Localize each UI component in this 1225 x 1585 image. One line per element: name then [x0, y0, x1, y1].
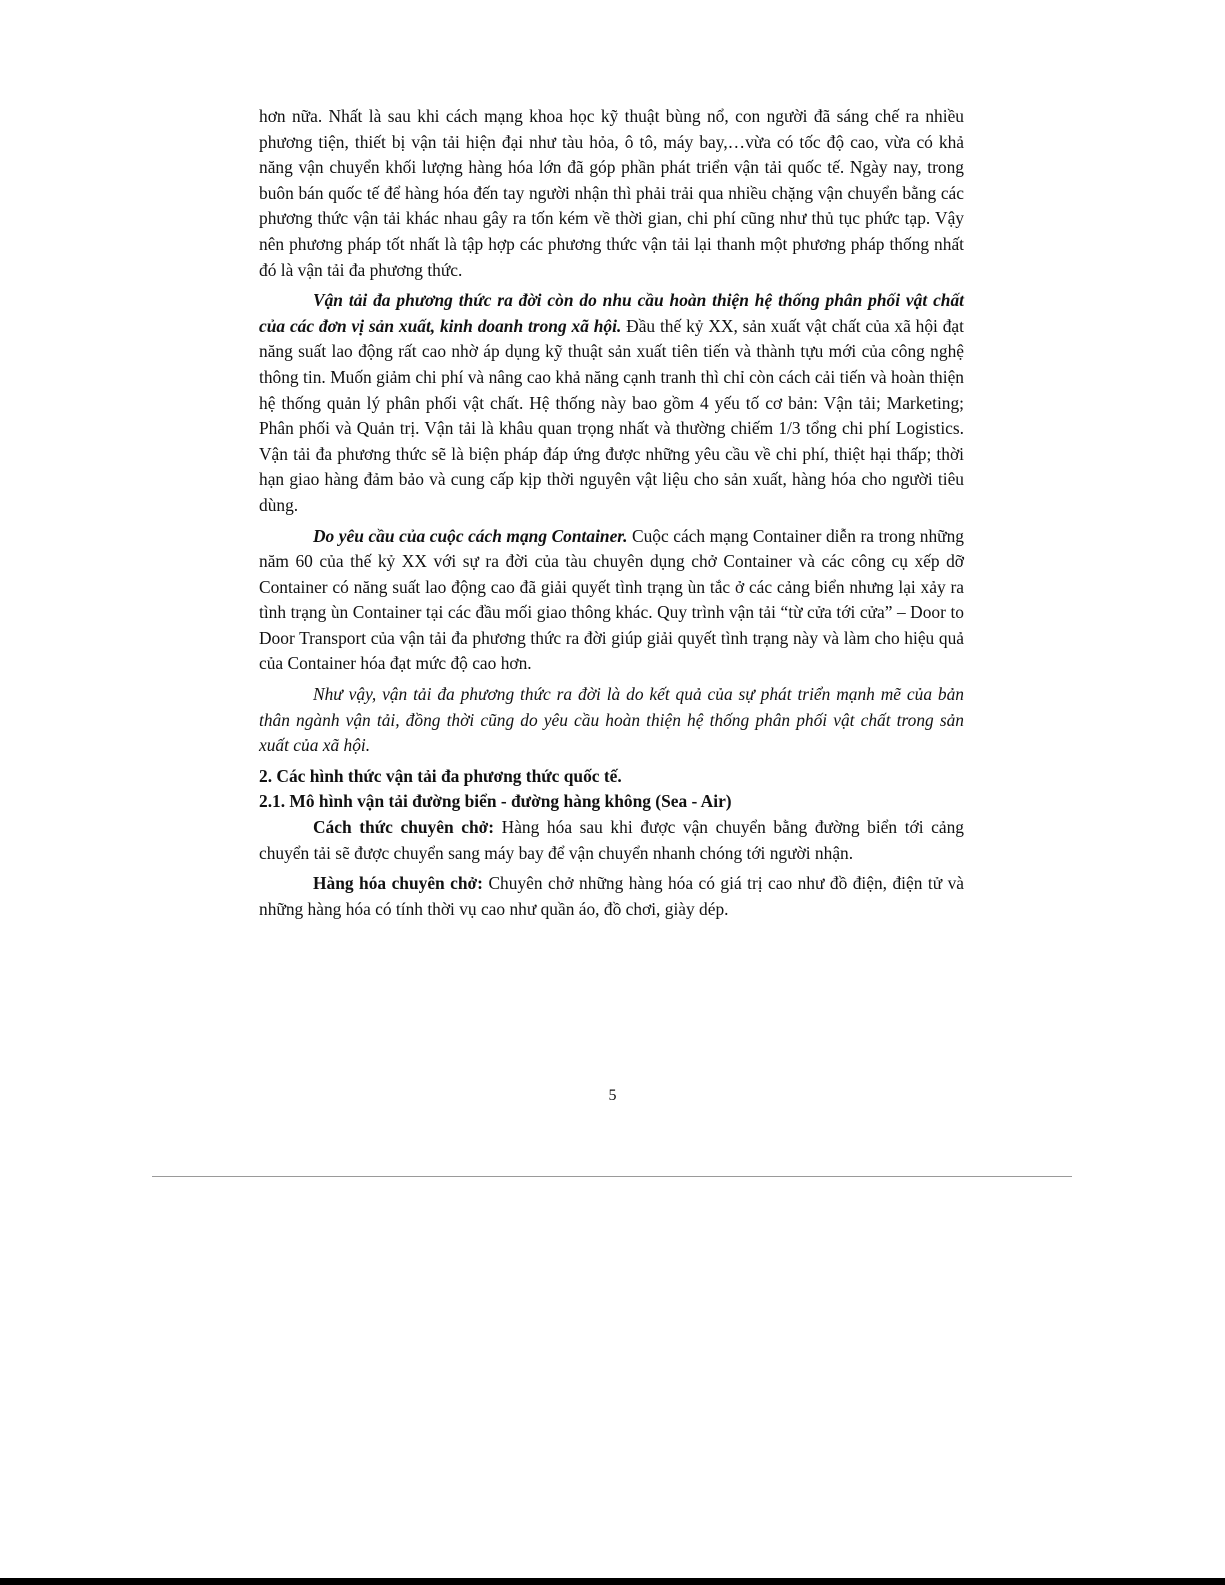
subsection-heading: 2.1. Mô hình vận tải đường biển - đường hàng không (Sea - Air) — [259, 791, 732, 812]
document-page-body — [259, 104, 964, 927]
bottom-border-bar — [0, 1578, 1225, 1585]
paragraph-lead-bold-italic: Vận tải đa phương thức ra đời còn do nhu cầu hoàn thiện hệ thống phân phối vật chất của các đơn vị sản xuất, kinh doanh trong xã hội. — [259, 290, 964, 336]
paragraph-body: Hàng hóa sau khi được vận chuyển bằng đường biển tới cảng chuyển tải sẽ được chuyển sang máy bay để vận chuyển nhanh chóng tới người nhận. — [259, 817, 964, 863]
paragraph-body: Cuộc cách mạng Container diễn ra trong những năm 60 của thế kỷ XX với sự ra đời của tàu chuyên dụng chở Container và các công cụ xếp dỡ Container có năng suất lao động cao đã giải quyết tình trạng ùn tắc ở các cảng biển nhưng lại xảy ra tình trạng ùn Container tại các đầu mối giao thông khác. Quy trình vận tải “từ cửa tới cửa” – Door to Door Transport của vận tải đa phương thức ra đời giúp giải quyết tình trạng này và làm cho hiệu quả của Container hóa đạt mức độ cao hơn. — [259, 525, 964, 674]
paragraph-transport-method — [259, 815, 964, 866]
paragraph-body: Chuyên chở những hàng hóa có giá trị cao như đồ điện, điện tử và những hàng hóa có tính thời vụ cao như quần áo, đồ chơi, giày dép. — [259, 873, 965, 919]
paragraph-lead-bold: Hàng hóa chuyên chở: — [313, 873, 483, 894]
paragraph-continuation: hơn nữa. Nhất là sau khi cách mạng khoa học kỹ thuật bùng nổ, con người đã sáng chế ra nhiều phương tiện, thiết bị vận tải hiện đại như tàu hỏa, ô tô, máy bay,…vừa có tốc độ cao, vừa có khả năng vận chuyển khối lượng hàng hóa lớn đã góp phần phát triển vận tải quốc tế. Ngày nay, trong buôn bán quốc tế để hàng hóa đến tay người nhận thì phải trải qua nhiều chặng vận chuyển bằng các phương thức vận tải khác nhau gây ra tốn kém về thời gian, chi phí cũng như thủ tục phức tạp. Vậy nên phương pháp tốt nhất là tập hợp các phương thức vận tải lại thanh một phương pháp thống nhất đó là vận tải đa phương thức. — [259, 106, 964, 280]
paragraph-goods-carried — [259, 871, 964, 922]
paragraph-lead-bold-italic: Do yêu cầu của cuộc cách mạng Container. — [313, 525, 628, 546]
section-heading: 2. Các hình thức vận tải đa phương thức quốc tế. — [259, 765, 622, 786]
page-separator-line — [152, 1176, 1072, 1177]
paragraph-body: Đầu thế kỷ XX, sản xuất vật chất của xã hội đạt năng suất lao động rất cao nhờ áp dụng kỹ thuật sản xuất tiên tiến và thành tựu mới của công nghệ thông tin. Muốn giảm chi phí và nâng cao khả năng cạnh tranh thì chỉ còn cách cải tiến và hoàn thiện hệ thống quản lý phân phối vật chất. Hệ thống này bao gồm 4 yếu tố cơ bản: Vận tải; Marketing; Phân phối và Quản trị. Vận tải là khâu quan trọng nhất và thường chiếm 1/3 tổng chi phí Logistics. Vận tải đa phương thức sẽ là biện pháp đáp ứng được những yêu cầu về chi phí, thiệt hại thấp; thời hạn giao hàng đảm bảo và cung cấp kịp thời nguyên vật liệu cho sản xuất, hàng hóa cho người tiêu dùng. — [259, 315, 964, 515]
paragraph-container-revolution — [259, 524, 964, 678]
paragraph-lead-bold: Cách thức chuyên chở: — [313, 817, 495, 838]
paragraph-conclusion: Như vậy, vận tải đa phương thức ra đời là do kết quả của sự phát triển mạnh mẽ của bản thân ngành vận tải, đồng thời cũng do yêu cầu hoàn thiện hệ thống phân phối vật chất trong sản xuất của xã hội. — [259, 684, 964, 756]
paragraph-distribution-system — [259, 288, 964, 518]
page-number: 5 — [608, 1087, 617, 1104]
